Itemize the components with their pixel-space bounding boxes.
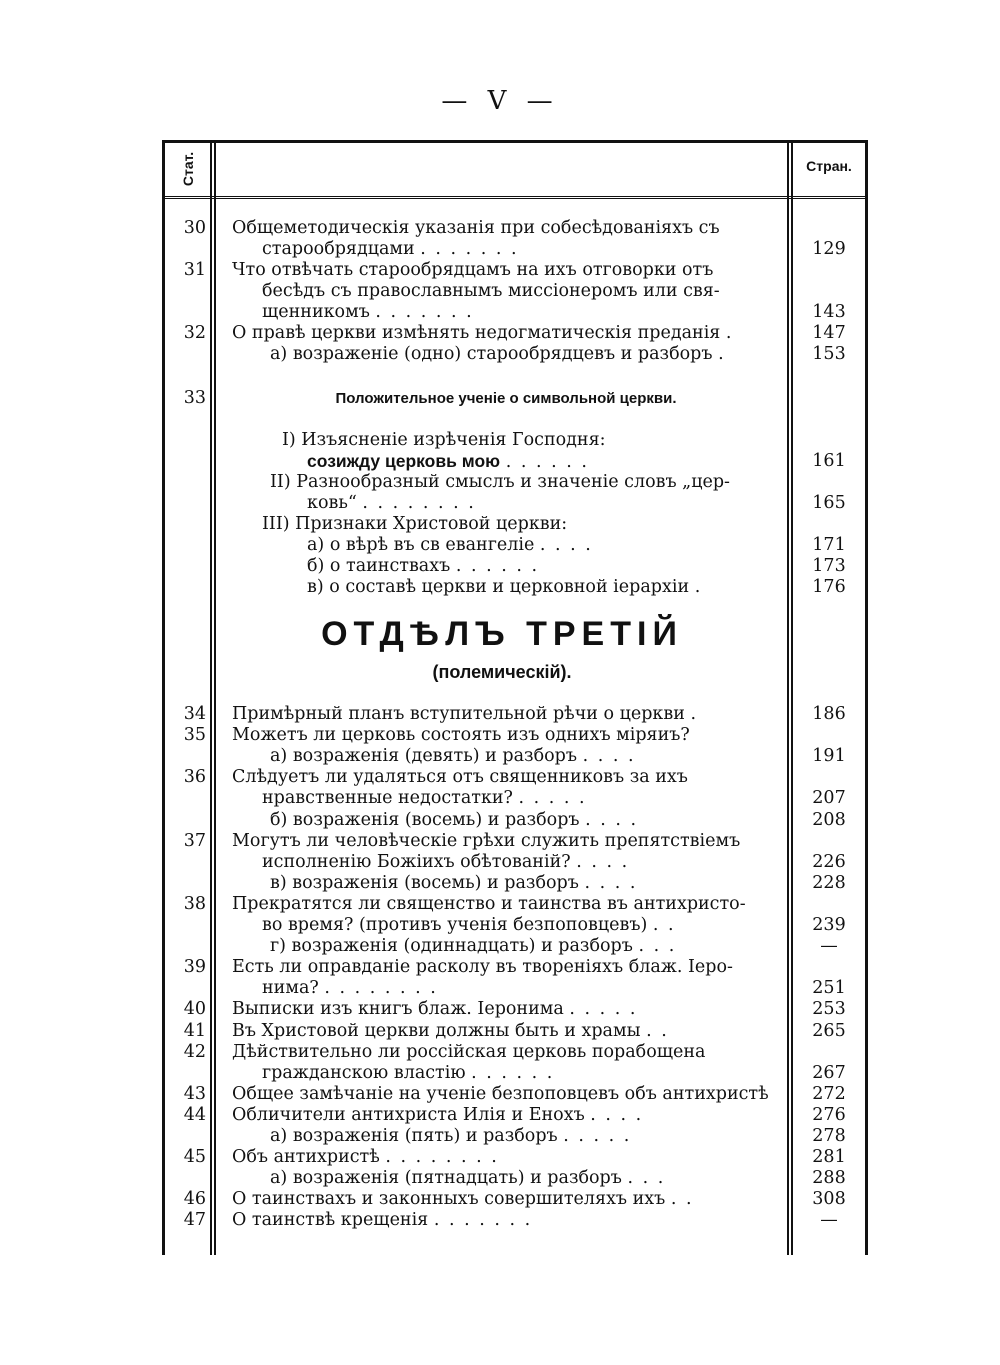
toc-row [162, 831, 868, 852]
toc-row [162, 556, 868, 577]
toc-row [162, 1084, 868, 1105]
table-header-rule [162, 196, 868, 199]
article-number: 36 [183, 767, 206, 788]
entry-title: а) возраженія (пятнадцать) и разборъ . . . [270, 1168, 666, 1189]
entry-title: а) о вѣрѣ въ св евангеліе . . . . [307, 535, 593, 555]
entry-title: щенникомъ . . . . . . . [262, 302, 474, 322]
entry-title: Могутъ ли человѣческіе грѣхи служить препятствіемъ [232, 830, 741, 851]
leader-dots: . . . . [585, 809, 639, 830]
section-heading: Положительное ученіе о символьной церкви. [335, 390, 677, 407]
toc-row [162, 535, 868, 556]
toc-row [162, 852, 868, 873]
leader-dots: . . . [627, 1168, 666, 1189]
page-number: 208 [812, 809, 846, 830]
article-number: 31 [183, 260, 206, 280]
article-number: 42 [183, 1041, 206, 1062]
toc-row [162, 514, 868, 535]
leader-dots: . . . . . [563, 1126, 632, 1146]
page-number: 253 [812, 999, 846, 1020]
entry-title: Выписки изъ книгъ блаж. Іеронима . . . . . [232, 999, 638, 1020]
leader-dots: . [725, 323, 734, 343]
page-number: 251 [812, 978, 846, 999]
leader-dots: . [694, 577, 703, 597]
entry-title: Общеметодическія указанія при собесѣдованіяхъ съ [232, 218, 720, 238]
entry-title: III) Признаки Христовой церкви: [262, 514, 568, 534]
leader-dots: . . . . . . . . [324, 978, 438, 999]
toc-row [162, 1105, 868, 1126]
page-number: — [820, 1210, 838, 1231]
page-number: — [820, 936, 838, 957]
toc-row [162, 1147, 868, 1168]
entry-title: Дѣйствительно ли россійская церковь порабощена [232, 1041, 706, 1062]
leader-dots: . . . . [590, 1104, 644, 1125]
page-number: 153 [812, 344, 846, 364]
leader-dots: . . . . . . . [375, 302, 474, 322]
article-number: 47 [183, 1210, 206, 1231]
toc-row [162, 472, 868, 493]
entry-title: гражданскою властію . . . . . . [262, 1062, 555, 1083]
entry-title: б) возраженія (восемь) и разборъ . . . . [270, 809, 639, 830]
toc-row [162, 915, 868, 936]
article-number: 40 [183, 999, 206, 1020]
leader-dots: . . . . [582, 746, 636, 767]
leader-dots: . [690, 704, 699, 724]
entry-title: Слѣдуетъ ли удаляться отъ священниковъ за ихъ [232, 767, 688, 788]
toc-row [162, 810, 868, 831]
toc-row [162, 936, 868, 957]
toc-row [162, 978, 868, 999]
entry-title: ковь“ . . . . . . . . [307, 493, 476, 513]
page-folio: — V — [441, 86, 559, 116]
toc-row [162, 430, 868, 451]
part-subtitle: (полемическій). [432, 662, 572, 682]
leader-dots: . . . . . . [455, 556, 540, 576]
entry-title: в) о составѣ церкви и церковной іерархіи . [307, 577, 703, 597]
leader-dots: . . . [638, 936, 677, 957]
article-number: 35 [183, 725, 206, 746]
leader-dots: . . . . . . . [420, 239, 519, 259]
toc-row [162, 218, 868, 239]
entry-title: нима? . . . . . . . . [262, 978, 438, 999]
page-number: 186 [812, 704, 846, 724]
page-number: 171 [812, 535, 846, 555]
entry-title: а) возраженіе (одно) старообрядцевъ и разборъ . [270, 344, 726, 364]
entry-title: во время? (противъ ученія безпоповцевъ) . . [262, 915, 676, 935]
page-number: 265 [812, 1020, 846, 1041]
toc-row [162, 767, 868, 788]
entry-title: Можетъ ли церковь состоять изъ однихъ міряиъ? [232, 725, 690, 746]
leader-dots: . . . . [539, 535, 593, 555]
article-column-header: Стат. [180, 151, 196, 187]
page-number: 276 [812, 1104, 846, 1125]
leader-dots: . . . . [584, 872, 638, 893]
entry-title: Общее замѣчаніе на ученіе безпоповцевъ объ антихристѣ [232, 1083, 769, 1104]
article-number: 39 [183, 957, 206, 978]
toc-row [162, 302, 868, 323]
article-number: 33 [183, 388, 206, 408]
entry-title: а) возраженія (девять) и разборъ . . . . [270, 746, 636, 767]
toc-row [162, 577, 868, 598]
toc-row [162, 323, 868, 344]
page-column-header: Стран. [806, 158, 852, 174]
toc-row [162, 388, 868, 409]
entry-title: нравственные недостатки? . . . . . [262, 788, 587, 809]
entry-title: Прекратятся ли священство и таинства въ антихристо- [232, 893, 746, 914]
page-number: 143 [812, 302, 846, 322]
article-number: 37 [183, 830, 206, 851]
toc-row [162, 746, 868, 767]
entry-title: бесѣдъ съ православнымъ миссіонеромъ или свя- [262, 281, 720, 301]
toc-row [162, 1063, 868, 1084]
leader-dots: . [718, 344, 726, 364]
leader-dots: . . [646, 1020, 669, 1041]
entry-title: О таинствѣ крещенія . . . . . . . [232, 1210, 533, 1231]
entry-title: Въ Христовой церкви должны быть и храмы . . [232, 1020, 669, 1041]
article-number: 43 [183, 1083, 206, 1104]
toc-row [162, 260, 868, 281]
toc-row [162, 493, 868, 514]
toc-row [162, 894, 868, 915]
part-title: ОТДѢЛЪ ТРЕТІЙ [321, 615, 683, 653]
article-number: 30 [183, 218, 206, 238]
toc-row [162, 344, 868, 365]
page-number: 191 [812, 746, 846, 767]
table-top-rule [162, 140, 868, 143]
entry-title: О правѣ церкви измѣнять недогматическія преданія . [232, 323, 734, 343]
entry-title: б) о таинствахъ . . . . . . [307, 556, 540, 576]
toc-row [162, 725, 868, 746]
toc-row [162, 1021, 868, 1042]
leader-dots: . . . . . . . [433, 1210, 533, 1231]
page-number: 161 [812, 451, 846, 471]
toc-row [162, 281, 868, 302]
entry-title: I) Изъясненіе изрѣченія Господня: [282, 430, 606, 450]
toc-row [162, 239, 868, 260]
page-number: 207 [812, 788, 846, 809]
page-number: 165 [812, 493, 846, 513]
entry-title: а) возраженія (пять) и разборъ . . . . . [270, 1126, 632, 1146]
page-number: 173 [812, 556, 846, 576]
toc-row [162, 999, 868, 1020]
page-number: 288 [812, 1168, 846, 1189]
toc-row [162, 1168, 868, 1189]
toc-row [162, 1189, 868, 1210]
article-number: 45 [183, 1147, 206, 1168]
entry-title: в) возраженія (восемь) и разборъ . . . . [270, 872, 638, 893]
entry-title: Есть ли оправданіе расколу въ твореніяхъ блаж. Іеро- [232, 957, 733, 978]
toc-row [162, 788, 868, 809]
entry-title: созижду церковь мою . . . . . . [307, 451, 589, 472]
entry-title: О таинствахъ и законныхъ совершителяхъ ихъ . . [232, 1189, 694, 1210]
page-number: 176 [812, 577, 846, 597]
entry-title: старообрядцами . . . . . . . [262, 239, 519, 259]
article-number: 44 [183, 1104, 206, 1125]
entry-title: Что отвѣчать старообрядцамъ на ихъ отговорки отъ [232, 260, 714, 280]
entry-title: г) возраженія (одиннадцать) и разборъ . . . [270, 936, 677, 957]
toc-row [162, 704, 868, 725]
leader-dots: . . [670, 1189, 694, 1210]
page-number: 129 [812, 239, 846, 259]
entry-title: Объ антихристѣ . . . . . . . . [232, 1147, 499, 1168]
toc-row [162, 1210, 868, 1231]
entry-title: исполненію Божіихъ обѣтованій? . . . . [262, 851, 630, 872]
article-number: 34 [183, 704, 206, 724]
toc-row [162, 1126, 868, 1147]
page-number: 239 [812, 915, 846, 935]
leader-dots: . . . . . . [471, 1062, 555, 1083]
entry-title: Примѣрный планъ вступительной рѣчи о церкви . [232, 704, 699, 724]
leader-dots: . . . . . . . . [385, 1147, 499, 1168]
entry-title: Обличители антихриста Илія и Енохъ . . . . [232, 1104, 644, 1125]
article-number: 38 [183, 893, 206, 914]
page-number: 147 [812, 323, 846, 343]
page-number: 267 [812, 1062, 846, 1083]
toc-row [162, 957, 868, 978]
page-number: 308 [812, 1189, 846, 1210]
toc-row [162, 873, 868, 894]
page-number: 272 [812, 1083, 846, 1104]
page-number: 226 [812, 851, 846, 872]
contents-table [162, 140, 868, 1255]
article-number: 41 [183, 1020, 206, 1041]
leader-dots: . . . . . [518, 788, 587, 809]
leader-dots: . . [652, 915, 676, 935]
entry-title: II) Разнообразный смыслъ и значеніе словъ „цер- [270, 472, 730, 492]
toc-row [162, 1042, 868, 1063]
leader-dots: . . . . [576, 851, 630, 872]
page-number: 228 [812, 872, 846, 893]
leader-dots: . . . . . [569, 999, 638, 1020]
article-number: 46 [183, 1189, 206, 1210]
leader-dots: . . . . . . [505, 452, 589, 472]
page-number: 281 [812, 1147, 846, 1168]
article-number: 32 [183, 323, 206, 343]
page-number: 278 [812, 1126, 846, 1146]
leader-dots: . . . . . . . . [362, 493, 476, 513]
toc-row [162, 451, 868, 472]
